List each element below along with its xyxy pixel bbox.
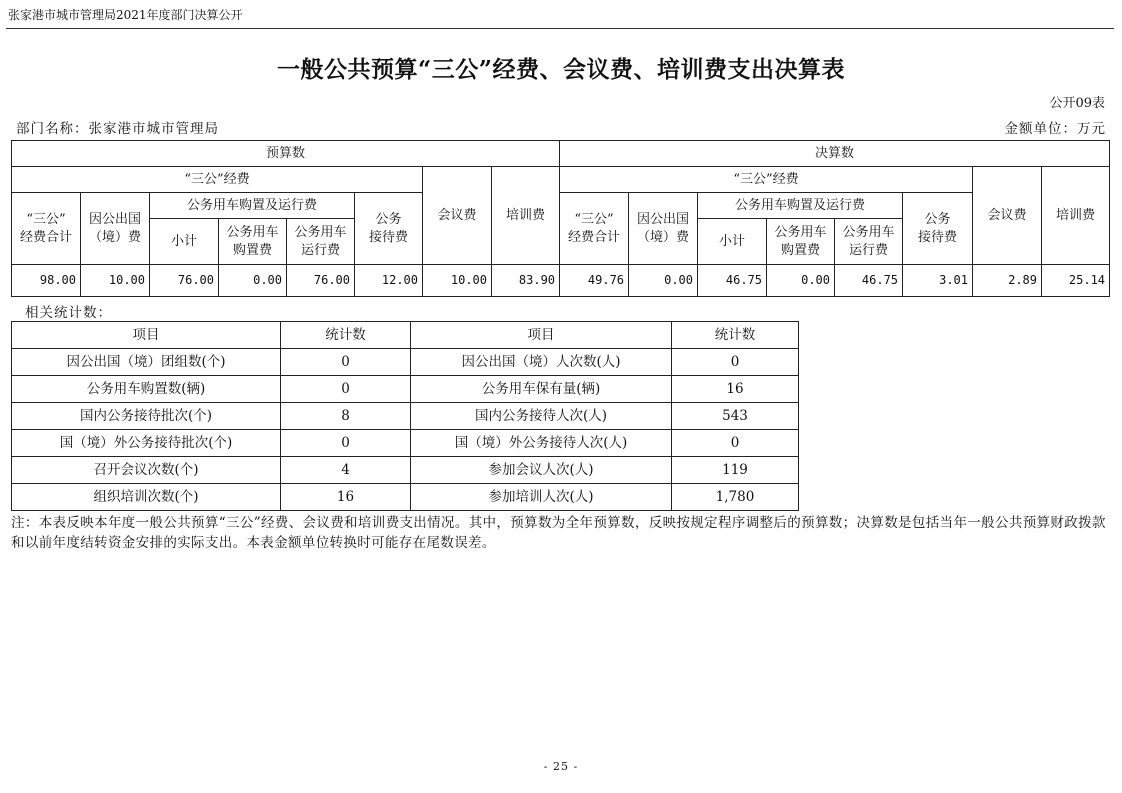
col-car-operation: 公务用车 运行费 — [835, 219, 903, 265]
col-abroad: 因公出国 （境）费 — [629, 193, 698, 265]
col-car-purchase: 公务用车 购置费 — [219, 219, 287, 265]
meeting-header: 会议费 — [973, 167, 1042, 265]
stats-item: 因公出国（境）团组数(个) — [12, 349, 281, 376]
expense-table — [11, 140, 1110, 297]
stats-item: 公务用车保有量(辆) — [411, 376, 672, 403]
col-sangong-total: “三公” 经费合计 — [560, 193, 629, 265]
budget-value: 76.00 — [150, 265, 219, 297]
training-header: 培训费 — [1042, 167, 1110, 265]
meeting-header: 会议费 — [423, 167, 492, 265]
stats-table — [11, 321, 799, 511]
table-row — [12, 376, 799, 403]
final-value: 25.14 — [1042, 265, 1110, 297]
stats-count: 0 — [672, 349, 799, 376]
table-row — [12, 403, 799, 430]
stats-header: 统计数 — [672, 322, 799, 349]
car-group-header: 公务用车购置及运行费 — [698, 193, 903, 219]
stats-header: 项目 — [12, 322, 281, 349]
page-title: 一般公共预算“三公”经费、会议费、培训费支出决算表 — [277, 56, 845, 83]
budget-value: 76.00 — [287, 265, 355, 297]
stats-count: 0 — [281, 349, 411, 376]
final-value: 46.75 — [835, 265, 903, 297]
stats-header-row — [12, 322, 799, 349]
budget-value: 10.00 — [81, 265, 150, 297]
stats-count: 0 — [281, 376, 411, 403]
budget-value: 83.90 — [492, 265, 560, 297]
budget-value: 0.00 — [219, 265, 287, 297]
col-subtotal: 小计 — [150, 219, 219, 265]
stats-count: 16 — [281, 484, 411, 511]
stats-count: 8 — [281, 403, 411, 430]
col-reception: 公务 接待费 — [355, 193, 423, 265]
col-car-purchase: 公务用车 购置费 — [767, 219, 835, 265]
stats-header: 项目 — [411, 322, 672, 349]
sangong-header: “三公”经费 — [12, 167, 423, 193]
stats-item: 国（境）外公务接待人次(人) — [411, 430, 672, 457]
stats-item: 国内公务接待人次(人) — [411, 403, 672, 430]
stats-count: 16 — [672, 376, 799, 403]
car-group-header: 公务用车购置及运行费 — [150, 193, 355, 219]
stats-item: 组织培训次数(个) — [12, 484, 281, 511]
stats-item: 公务用车购置数(辆) — [12, 376, 281, 403]
table-row — [12, 457, 799, 484]
header-divider — [6, 28, 1114, 29]
final-value: 0.00 — [629, 265, 698, 297]
col-sangong-total: “三公” 经费合计 — [12, 193, 81, 265]
stats-count: 119 — [672, 457, 799, 484]
stats-count: 543 — [672, 403, 799, 430]
final-value: 2.89 — [973, 265, 1042, 297]
budget-value: 98.00 — [12, 265, 81, 297]
document-header: 张家港市城市管理局2021年度部门决算公开 — [8, 8, 243, 22]
footnote: 注：本表反映本年度一般公共预算“三公”经费、会议费和培训费支出情况。其中，预算数为全年预算数，反映按规定程序调整后的预算数；决算数是包括当年一般公共预算财政拨款和以前年度结转资金安排的实际支出。本表金额单位转换时可能存在尾数误差。 — [11, 515, 1106, 551]
table-row — [12, 484, 799, 511]
stats-item: 国（境）外公务接待批次(个) — [12, 430, 281, 457]
budget-header: 预算数 — [12, 141, 560, 167]
budget-value: 12.00 — [355, 265, 423, 297]
final-value: 3.01 — [903, 265, 973, 297]
table-row — [12, 430, 799, 457]
stats-item: 参加会议人次(人) — [411, 457, 672, 484]
stats-count: 0 — [281, 430, 411, 457]
stats-header: 统计数 — [281, 322, 411, 349]
budget-value: 10.00 — [423, 265, 492, 297]
table-row — [12, 349, 799, 376]
col-subtotal: 小计 — [698, 219, 767, 265]
stats-item: 召开会议次数(个) — [12, 457, 281, 484]
page-number: - 25 - — [543, 760, 579, 773]
final-value: 49.76 — [560, 265, 629, 297]
final-value: 46.75 — [698, 265, 767, 297]
stats-count: 1,780 — [672, 484, 799, 511]
col-reception: 公务 接待费 — [903, 193, 973, 265]
sangong-header: “三公”经费 — [560, 167, 973, 193]
stats-item: 参加培训人次(人) — [411, 484, 672, 511]
col-car-operation: 公务用车 运行费 — [287, 219, 355, 265]
training-header: 培训费 — [492, 167, 560, 265]
stats-count: 0 — [672, 430, 799, 457]
stats-count: 4 — [281, 457, 411, 484]
department-name: 部门名称：张家港市城市管理局 — [16, 121, 219, 137]
col-abroad: 因公出国 （境）费 — [81, 193, 150, 265]
amount-unit: 金额单位：万元 — [1004, 121, 1106, 137]
final-header: 决算数 — [560, 141, 1110, 167]
stats-item: 国内公务接待批次(个) — [12, 403, 281, 430]
stats-item: 因公出国（境）人次数(人) — [411, 349, 672, 376]
form-number: 公开09表 — [1049, 96, 1105, 111]
table-row — [12, 265, 1110, 297]
final-value: 0.00 — [767, 265, 835, 297]
stats-label: 相关统计数： — [25, 305, 112, 321]
